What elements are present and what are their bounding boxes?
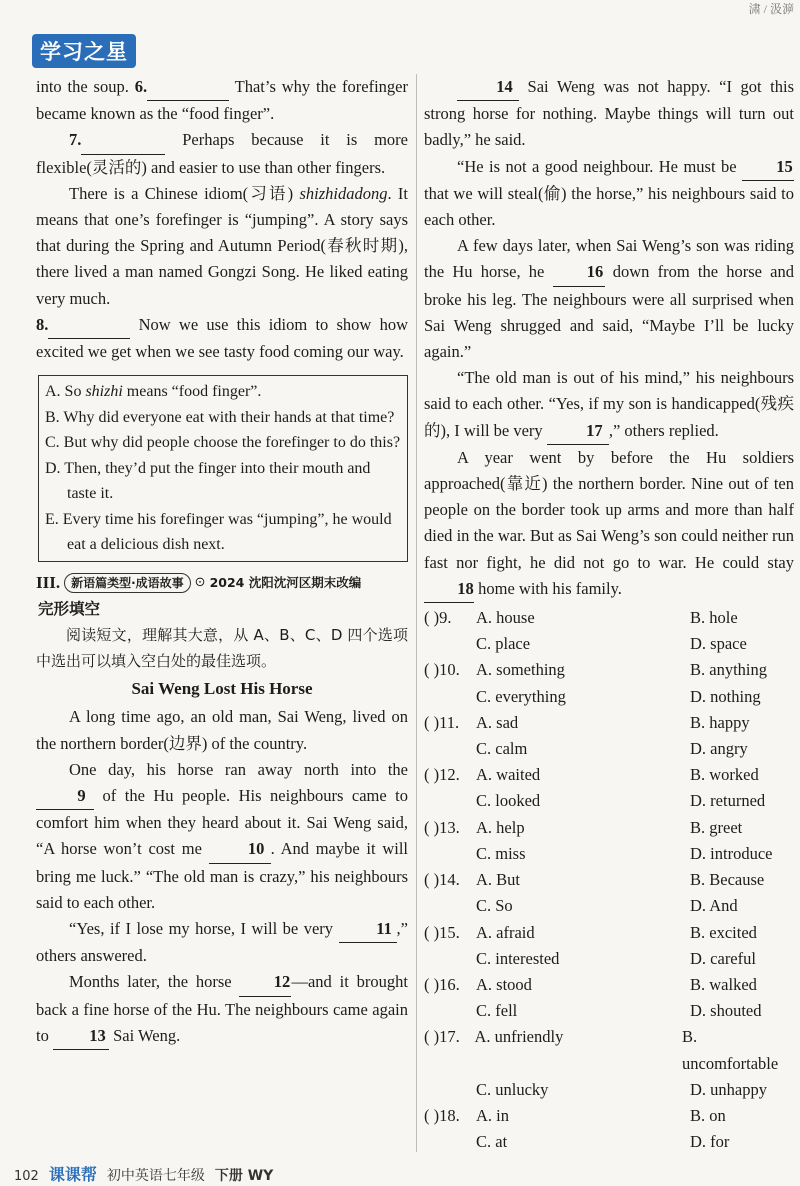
story-paragraph-4: Months later, the horse 12—and it brought back a fine horse of the Hu. The neighbours came again to 13 Sai Weng. bbox=[36, 969, 408, 1050]
paragraph-4: 8. Now we use this idiom to show how excited we get when we see tasty food coming our way. bbox=[36, 312, 408, 365]
blank-7[interactable] bbox=[81, 127, 165, 154]
blank-12[interactable]: 12 bbox=[239, 969, 291, 996]
blank-10[interactable]: 10 bbox=[209, 836, 271, 863]
option-c: C. But why did people choose the forefinger to do this? bbox=[45, 434, 401, 452]
story-paragraph-6: “He is not a good neighbour. He must be 15 that we will steal(偷) the horse,” his neighbours said to each other. bbox=[424, 154, 794, 234]
story-paragraph-7: A few days later, when Sai Weng’s son was riding the Hu horse, he 16 down from the horse and broke his leg. The neighbours were all surprised when Sai Weng shrugged and said, “Maybe I’ll be lucky again.” bbox=[424, 236, 794, 362]
blank-16[interactable]: 16 bbox=[553, 259, 605, 286]
blank-6[interactable] bbox=[147, 74, 229, 101]
location-pin-icon: ⊙ bbox=[194, 574, 206, 590]
paragraph-1: into the soup. 6. That’s why the forefinger became known as the “food finger”. bbox=[36, 74, 408, 127]
question-12: ( )12. A. waited B. worked C. looked D. returned bbox=[424, 765, 766, 811]
blank-11[interactable]: 11 bbox=[339, 916, 397, 943]
option-d: D. Then, they’d put the finger into their mouth and taste it. bbox=[45, 459, 371, 503]
brand-logo: 学习之星 bbox=[32, 34, 136, 68]
question-17: ( )17. A. unfriendly B. uncomfortable C. unlucky D. unhappy bbox=[424, 1027, 779, 1099]
blank-18[interactable]: 18 bbox=[424, 576, 474, 603]
right-column bbox=[424, 74, 794, 1155]
section-tag: 新语篇类型·成语故事 bbox=[64, 573, 191, 593]
story-paragraph-9: A year went by before the Hu soldiers approached(靠近) the northern border. Nine out of ten people on the border took up arms and more than half died in the war. But as Sai Weng’s son could neither run fast nor fight, he did not go to war. He could stay 18 home with his family. bbox=[424, 445, 794, 603]
footer-volume: 下册 WY bbox=[214, 1168, 274, 1184]
blank-9[interactable]: 9 bbox=[36, 783, 94, 810]
option-e: E. Every time his forefinger was “jumping”, he would eat a delicious dish next. bbox=[45, 510, 392, 554]
left-column bbox=[36, 74, 408, 1050]
blank-17[interactable]: 17 bbox=[547, 418, 609, 445]
paragraph-2: 7. Perhaps because it is more flexible(灵活的) and easier to use than other fingers. bbox=[36, 127, 408, 180]
column-divider bbox=[416, 74, 417, 1152]
story-paragraph-8: “The old man is out of his mind,” his neighbours said to each other. “Yes, if my son is handicapped(残疾的), I will be very 17 ,” others replied. bbox=[424, 365, 794, 445]
question-list bbox=[424, 605, 794, 1155]
question-13: ( )13. A. help B. greet C. miss D. introduce bbox=[424, 817, 773, 863]
question-14: ( )14. A. But B. Because C. So D. And bbox=[424, 870, 765, 916]
story-paragraph-3: “Yes, if I lose my horse, I will be very 11 ,” others answered. bbox=[36, 916, 408, 969]
option-a: A. So shizhi means “food finger”. bbox=[45, 383, 262, 401]
question-10: ( )10. A. something B. anything C. everything D. nothing bbox=[424, 660, 767, 706]
instructions: 阅读短文，理解其大意，从 A、B、C、D 四个选项中选出可以填入空白处的最佳选项。 bbox=[36, 626, 408, 671]
story-paragraph-1: A long time ago, an old man, Sai Weng, lived on the northern border(边界) of the country. bbox=[36, 707, 408, 753]
question-15: ( )15. A. afraid B. excited C. interested D. careful bbox=[424, 922, 757, 968]
section-header: III. 新语篇类型·成语故事 ⊙ 2024 沈阳沈河区期末改编 bbox=[36, 570, 408, 596]
corner-mark: 㴋 / 汲㴑 bbox=[748, 2, 794, 16]
blank-13[interactable]: 13 bbox=[53, 1023, 109, 1050]
page-number: 102 bbox=[14, 1169, 39, 1184]
blank-8[interactable] bbox=[48, 312, 130, 339]
story-paragraph-5: 14 Sai Weng was not happy. “I got this strong horse for nothing. Maybe things will turn out badly,” he said. bbox=[424, 74, 794, 154]
question-18: ( )18. A. in B. on C. at D. for bbox=[424, 1105, 730, 1152]
story-title: Sai Weng Lost His Horse bbox=[131, 679, 313, 699]
section-type: 完形填空 bbox=[38, 599, 101, 618]
question-16: ( )16. A. stood B. walked C. fell D. shouted bbox=[424, 974, 762, 1021]
paragraph-3: There is a Chinese idiom(习语) shizhidadong. It means that one’s forefinger is “jumping”. A story says that during the Spring and Autumn Period(春秋时期), there lived a man named Gongzi Song. He liked eating very much. bbox=[36, 183, 408, 308]
question-9: ( )9. A. house B. hole C. place D. space bbox=[424, 608, 747, 654]
option-b: B. Why did everyone eat with their hands at that time? bbox=[45, 408, 395, 426]
blank-15[interactable]: 15 bbox=[742, 154, 794, 181]
question-11: ( )11. A. sad B. happy C. calm D. angry bbox=[424, 712, 750, 759]
blank-14[interactable]: 14 bbox=[457, 74, 519, 101]
footer-brand: 课课帮 bbox=[48, 1165, 97, 1184]
story-paragraph-2: One day, his horse ran away north into the 9 of the Hu people. His neighbours came to comfort him when they heard about it. Sai Weng said, “A horse won’t cost me 10 . And maybe it will bring me luck.” “The old man is crazy,” his neighbours said to each other. bbox=[36, 759, 408, 912]
footer-book: 初中英语七年级 bbox=[106, 1168, 205, 1184]
page-footer bbox=[14, 1162, 273, 1185]
section-source: 2024 沈阳沈河区期末改编 bbox=[209, 574, 362, 590]
options-box bbox=[38, 375, 408, 562]
